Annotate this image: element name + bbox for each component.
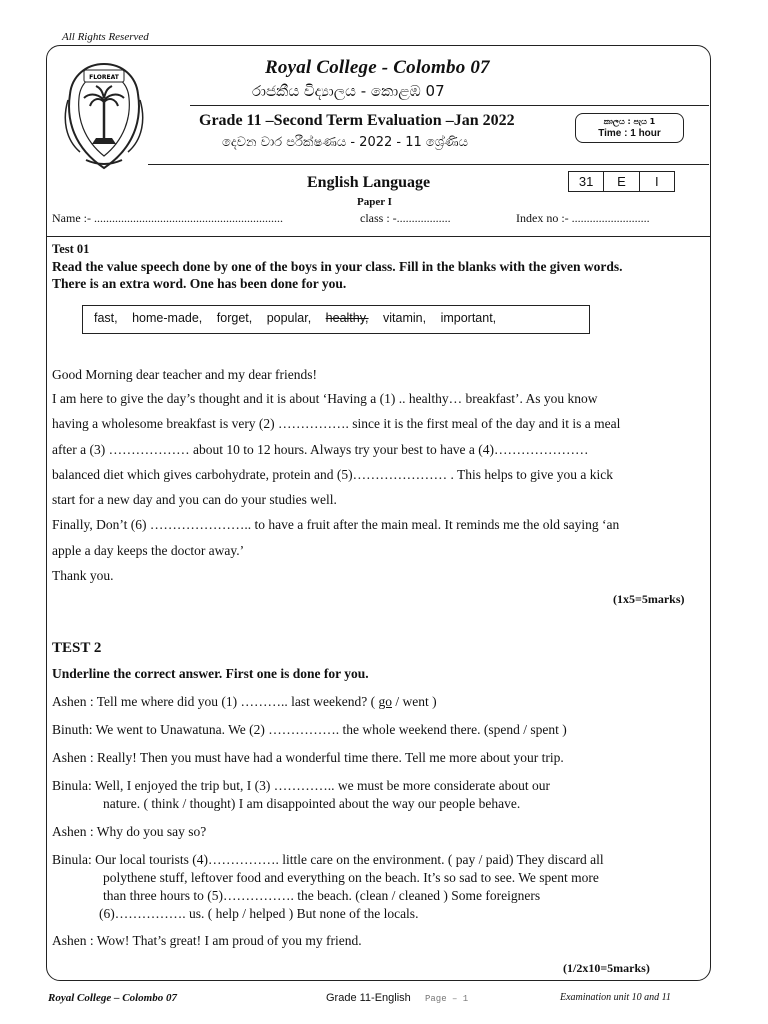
- paper-number: Paper I: [357, 196, 392, 208]
- dialogue-line: polythene stuff, leftover food and everything on the beach. It’s so sad to see. We spent more: [103, 870, 599, 885]
- dialogue-line: [52, 693, 437, 710]
- word-item: fast,: [94, 311, 118, 325]
- dialogue-line: (6)……………. us. ( help / helped ) But none of the locals.: [99, 906, 419, 921]
- school-name-sinhala: රාජකීය විද්‍යාලය - කොළඹ 07: [252, 82, 445, 100]
- time-sinhala: කාලය : පැය 1: [603, 117, 656, 126]
- time-box: [575, 113, 684, 143]
- dialogue-line: Binuth: We went to Unawatuna. We (2) ……………. the whole weekend there. (spend / spent ): [52, 722, 567, 737]
- dialogue-line: Binula: Well, I enjoyed the trip but, I (3) ………….. we must be more considerate about our: [52, 778, 551, 793]
- speech-line: Thank you.: [52, 568, 114, 583]
- code-cell: 31: [569, 172, 604, 191]
- exam-title: Grade 11 –Second Term Evaluation –Jan 2022: [199, 112, 515, 129]
- word-item: forget,: [216, 311, 253, 325]
- word-item-used: healthy,: [325, 311, 369, 325]
- footer-page: Page – 1: [425, 994, 469, 1004]
- time-english: Time : 1 hour: [598, 128, 661, 139]
- speech-line: having a wholesome breakfast is very (2) ……………. since it is the first meal of the day and it is a meal: [52, 416, 621, 431]
- section-divider: [46, 236, 711, 237]
- code-cell: E: [604, 172, 639, 191]
- rights-reserved: All Rights Reserved: [62, 31, 149, 43]
- speech-line: balanced diet which gives carbohydrate, protein and (5)………………… . This helps to give you a kick: [52, 467, 613, 482]
- speech-line: Good Morning dear teacher and my dear friends!: [52, 367, 318, 382]
- header-divider-2: [148, 164, 709, 165]
- code-cell: I: [655, 174, 659, 189]
- speech-line: after a (3) ……………… about 10 to 12 hours. Always try your best to have a (4)…………………: [52, 442, 589, 457]
- header-divider: [190, 105, 709, 106]
- index-field[interactable]: Index no :- ..........................: [516, 211, 650, 225]
- word-item: home-made,: [132, 311, 203, 325]
- exam-title-sinhala: දෙවන වාර පරීක්ෂණය - 2022 - 11 ශ්‍රේණිය: [222, 135, 468, 150]
- test2-instruction: Underline the correct answer. First one is done for you.: [52, 666, 369, 681]
- speech-line: I am here to give the day’s thought and it is about ‘Having a (1) .. healthy… breakfast’. As you know: [52, 391, 598, 406]
- subject-title: English Language: [307, 174, 431, 191]
- school-name: Royal College - Colombo 07: [265, 57, 490, 78]
- test1-instruction-2: There is an extra word. One has been done for you.: [52, 276, 347, 291]
- name-field[interactable]: Name :- ...............................................................: [52, 211, 283, 225]
- test1-marks: (1x5=5marks): [613, 592, 685, 606]
- dialogue-text: Ashen : Tell me where did you (1) ……….. last weekend? (: [52, 694, 379, 709]
- test2-title: TEST 2: [52, 640, 102, 656]
- dialogue-line: nature. ( think / thought) I am disappointed about the way our people behave.: [103, 796, 521, 811]
- speech-line: apple a day keeps the doctor away.’: [52, 543, 245, 558]
- dialogue-line: Ashen : Why do you say so?: [52, 824, 207, 839]
- word-item: important,: [440, 311, 497, 325]
- word-box: [82, 305, 590, 334]
- dialogue-line: Ashen : Really! Then you must have had a wonderful time there. Tell me more about your trip.: [52, 750, 564, 765]
- underlined-answer: go: [378, 694, 392, 709]
- speech-line: start for a new day and you can do your studies well.: [52, 492, 337, 507]
- footer-exam-unit: Examination unit 10 and 11: [560, 992, 671, 1003]
- test1-title: Test 01: [52, 242, 90, 256]
- dialogue-line: than three hours to (5)……………. the beach. (clean / cleaned ) Some foreigners: [103, 888, 541, 903]
- school-crest-icon: [62, 60, 146, 172]
- dialogue-line: Ashen : Wow! That’s great! I am proud of you my friend.: [52, 933, 362, 948]
- word-item: popular,: [266, 311, 312, 325]
- dialogue-line: Binula: Our local tourists (4)……………. little care on the environment. ( pay / paid) They discard all: [52, 852, 604, 867]
- dialogue-text: / went ): [391, 694, 437, 709]
- word-item: vitamin,: [383, 311, 427, 325]
- footer-grade: Grade 11-English: [326, 992, 411, 1004]
- test2-marks: (1/2x10=5marks): [563, 961, 650, 975]
- svg-text:FLOREAT: FLOREAT: [89, 74, 119, 81]
- footer-school: Royal College – Colombo 07: [48, 992, 177, 1004]
- test1-instruction: Read the value speech done by one of the boys in your class. Fill in the blanks with the given words.: [52, 259, 623, 274]
- paper-code-box: [568, 171, 675, 192]
- class-field[interactable]: class : -..................: [360, 211, 451, 225]
- speech-line: Finally, Don’t (6) ………………….. to have a fruit after the main meal. It reminds me the old saying ‘an: [52, 517, 620, 532]
